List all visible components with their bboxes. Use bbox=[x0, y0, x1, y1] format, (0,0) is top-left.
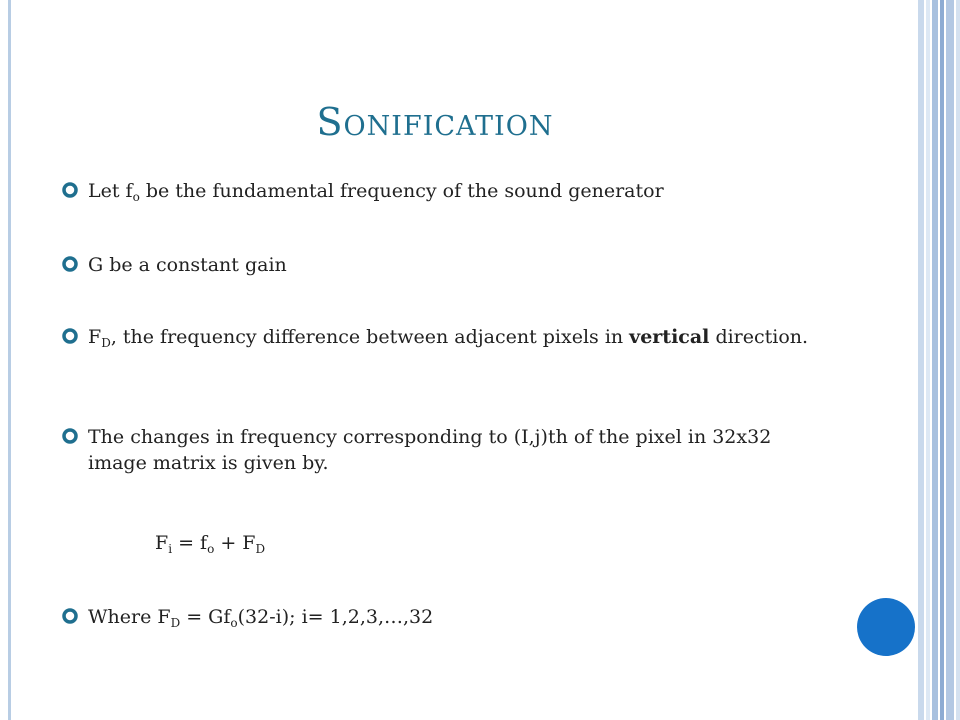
bullet-ring-icon bbox=[60, 606, 80, 626]
slide-title: Sonification bbox=[316, 100, 554, 144]
bullet-ring-icon bbox=[60, 254, 80, 274]
bullet-item: G be a constant gain bbox=[88, 254, 287, 276]
bullet-ring-icon bbox=[60, 426, 80, 446]
decor-bar bbox=[926, 0, 930, 720]
decor-bar bbox=[932, 0, 938, 720]
bullet-ring-icon bbox=[60, 180, 80, 200]
decor-bar bbox=[956, 0, 960, 720]
slide-decorative-bars bbox=[918, 0, 960, 720]
bullet-ring-icon bbox=[60, 326, 80, 346]
formula-line: $F_i = f_o + F_D$ bbox=[155, 532, 266, 556]
bullet-item: $F_D$, the frequency difference between adjacent pixels in vertical direction. bbox=[88, 326, 809, 350]
bullet-item: The changes in frequency corresponding to (I,j)th of the pixel in 32x32 image matrix is given by. bbox=[88, 426, 772, 474]
bullet-item: Where $F_D = Gf_o(32-i)$; i= 1,2,3,…,32 bbox=[88, 606, 434, 630]
decorative-circle bbox=[857, 598, 915, 656]
decor-bar bbox=[918, 0, 924, 720]
decor-bar bbox=[940, 0, 944, 720]
decor-bar bbox=[946, 0, 954, 720]
bullet-item: Let $f_o$ be the fundamental frequency of the sound generator bbox=[88, 180, 664, 204]
